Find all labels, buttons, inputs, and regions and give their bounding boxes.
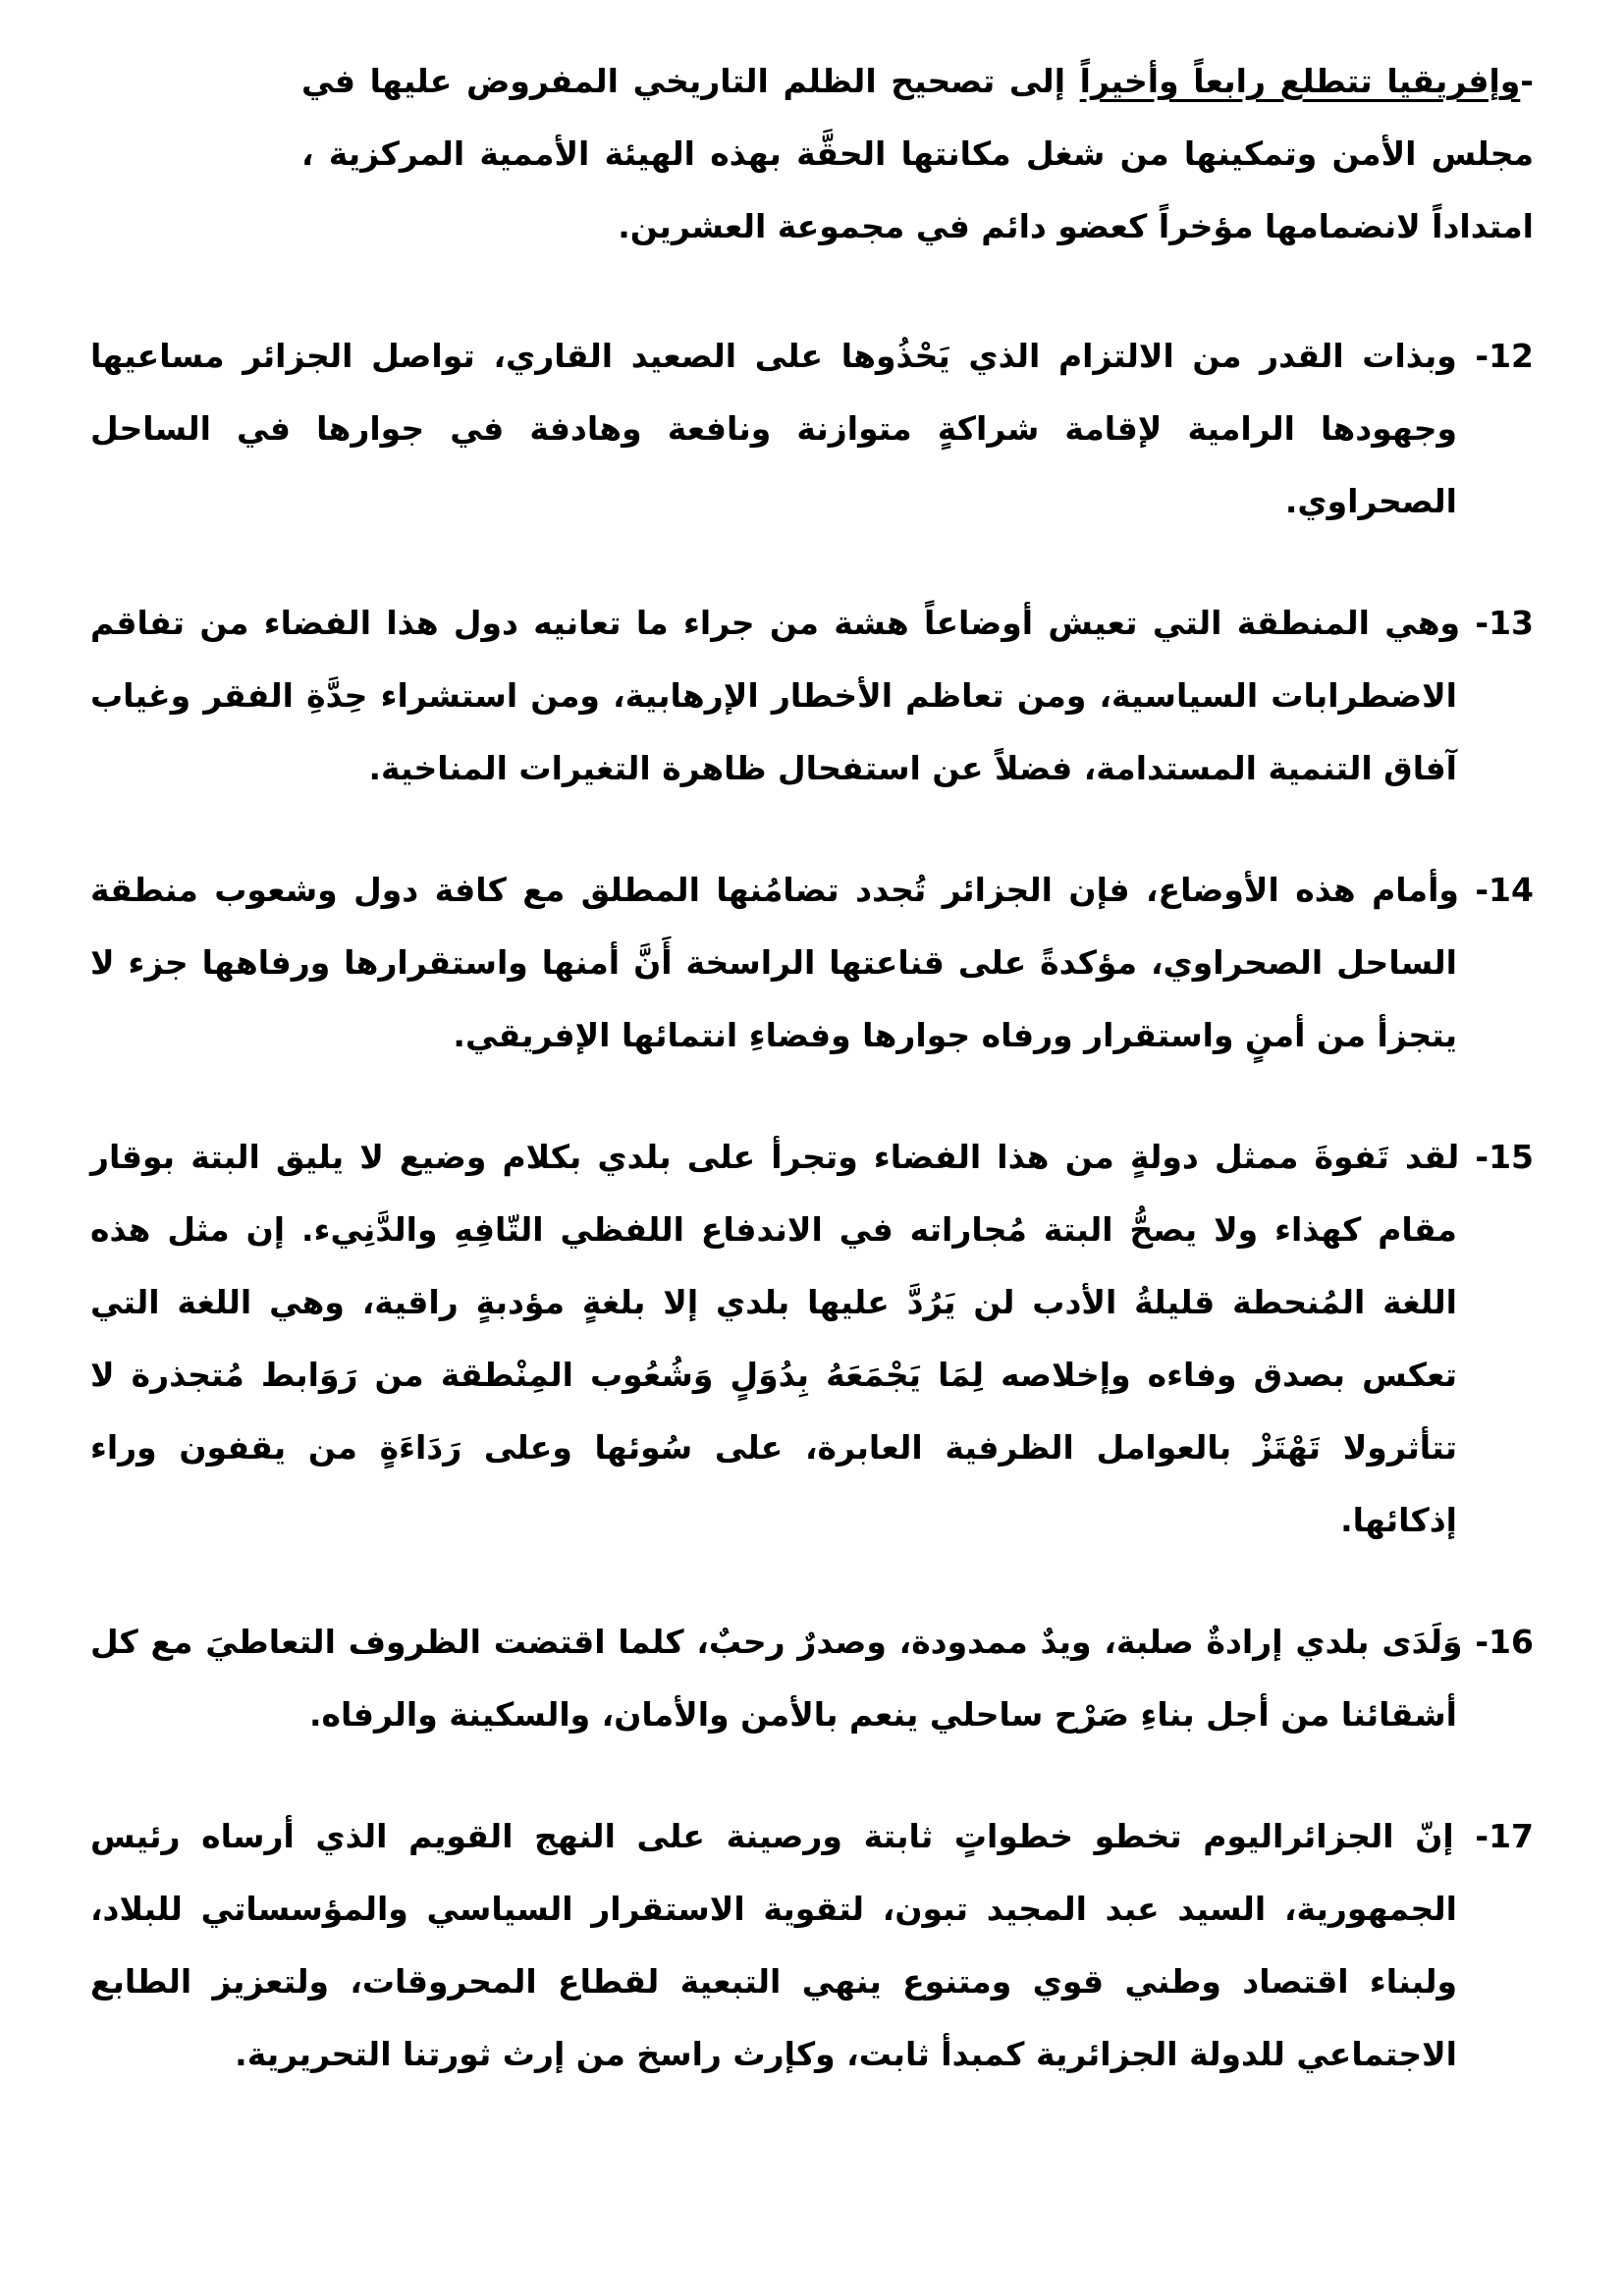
- numbered-paragraph-16: [90, 1606, 1534, 1751]
- intro-rest-text: إلى تصحيح الظلم التاريخي المفروض عليها في مجلس الأمن وتمكينها من شغل مكانتها الحقَّة بهذه الهيئة الأممية المركزية ، امتداداً لانضمامها مؤخراً كعضو دائم في مجموعة العشرين.: [301, 62, 1534, 245]
- paragraph-text: وَلَدَى بلدي إرادةٌ صلبة، ويدٌ ممدودة، وصدرٌ رحبٌ، كلما اقتضت الظروف التعاطيَ مع كل أشقائنا من أجل بناءِ صَرْح ساحلي ينعم بالأمن والأمان، والسكينة والرفاه.: [90, 1623, 1463, 1734]
- paragraph-text: وبذات القدر من الالتزام الذي يَحْذُوها على الصعيد القاري، تواصل الجزائر مساعيها وجهودها الرامية لإقامة شراكةٍ متوازنة ونافعة وهادفة في جوارها في الساحل الصحراوي.: [90, 337, 1457, 520]
- paragraph-number: 17-: [1475, 1817, 1534, 1855]
- paragraph-text: وأمام هذه الأوضاع، فإن الجزائر تُجدد تضامُنها المطلق مع كافة دول وشعوب منطقة الساحل الصحراوي، مؤكدةً على قناعتها الراسخة أَنَّ أمنها واستقرارها ورفاهها جزء لا يتجزأ من أمنٍ واستقرار ورفاه جوارها وفضاءِ انتمائها الإفريقي.: [90, 871, 1459, 1054]
- paragraph-number: 13-: [1475, 604, 1534, 642]
- intro-paragraph: [301, 45, 1534, 263]
- paragraph-text: وهي المنطقة التي تعيش أوضاعاً هشة من جراء ما تعانيه دول هذا الفضاء من تفاقم الاضطرابات السياسية، ومن تعاظم الأخطار الإرهابية، ومن استشراء حِدَّةِ الفقر وغياب آفاق التنمية المستدامة، فضلاً عن استفحال ظاهرة التغيرات المناخية.: [90, 604, 1461, 787]
- intro-underlined-text: وإفريقيا تتطلع رابعاً وأخيراً: [1079, 62, 1521, 100]
- paragraph-number: 16-: [1475, 1623, 1534, 1661]
- numbered-paragraph-14: [90, 854, 1534, 1072]
- numbered-paragraph-15: [90, 1121, 1534, 1557]
- paragraph-number: 14-: [1475, 871, 1534, 909]
- paragraph-text: إنّ الجزائراليوم تخطو خطواتٍ ثابتة ورصينة على النهج القويم الذي أرساه رئيس الجمهورية، السيد عبد المجيد تبون، لتقوية الاستقرار السياسي والمؤسساتي للبلاد، ولبناء اقتصاد وطني قوي ومتنوع ينهي التبعية لقطاع المحروقات، ولتعزيز الطابع الاجتماعي للدولة الجزائرية كمبدأ ثابت، وكإرث راسخ من إرث ثورتنا التحريرية.: [90, 1817, 1457, 2073]
- intro-dash-marker: -: [1520, 62, 1534, 100]
- paragraph-text: لقد تَفوةَ ممثل دولةٍ من هذا الفضاء وتجرأ على بلدي بكلام وضيع لا يليق البتة بوقار مقام كهذاء ولا يصحُّ البتة مُجاراته في الاندفاع اللفظي التّافِهِ والدَّنِيء. إن مثل هذه اللغة المُنحطة قليلةُ الأدب لن يَرُدَّ عليها بلدي إلا بلغةٍ مؤدبةٍ راقية، وهي اللغة التي تعكس بصدق وفاءه وإخلاصه لِمَا يَجْمَعَهُ بِدُوَلٍ وَشُعُوب المِنْطقة من رَوَابط مُتجذرة لا تتأثرولا تَهْتَزْ بالعوامل الظرفية العابرة، على سُوئها وعلى رَدَاءَةٍ من يقفون وراء إذكائها.: [90, 1138, 1460, 1539]
- numbered-paragraph-17: [90, 1800, 1534, 2091]
- paragraph-number: 15-: [1475, 1138, 1534, 1176]
- numbered-paragraph-13: [90, 587, 1534, 805]
- paragraph-number: 12-: [1475, 337, 1534, 375]
- numbered-paragraph-12: [90, 320, 1534, 538]
